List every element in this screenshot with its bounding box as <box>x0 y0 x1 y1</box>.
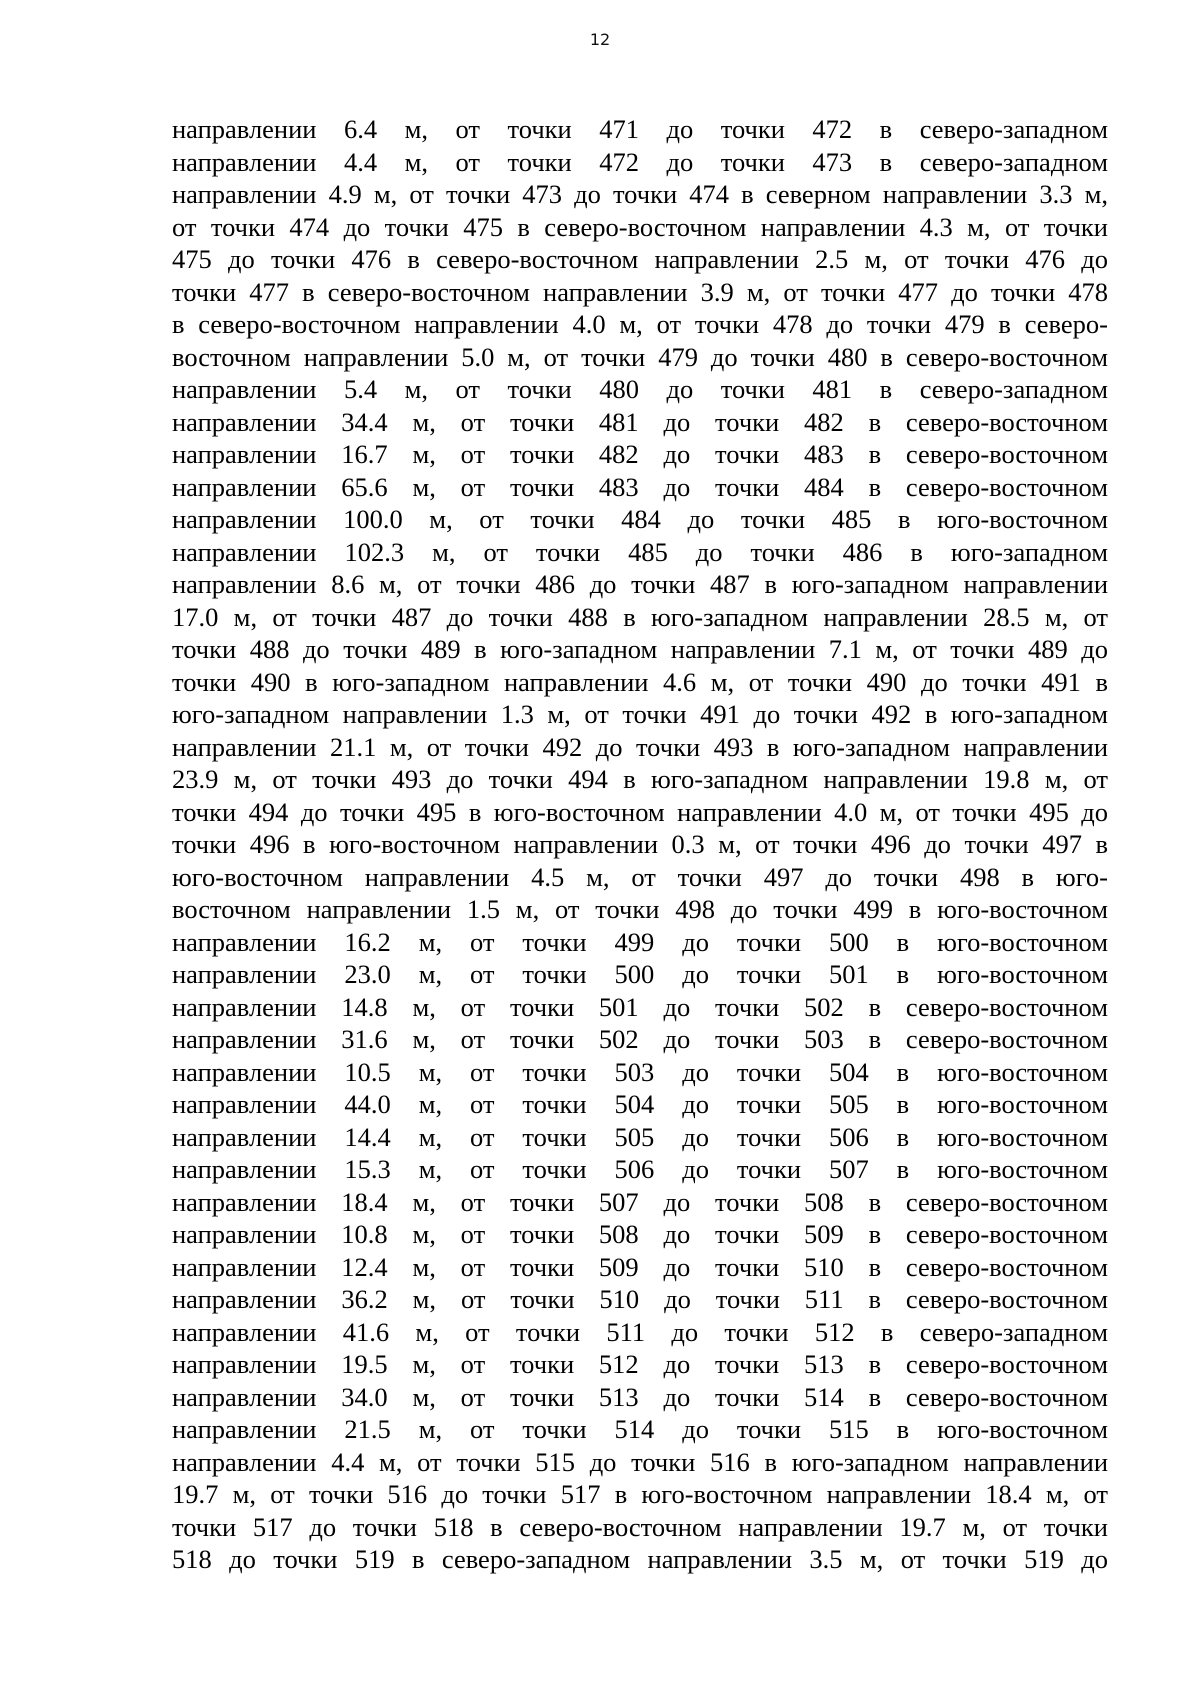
text-line: направлении 16.2 м, от точки 499 до точки 500 в юго-восточном <box>172 926 1108 957</box>
text-line: направлении 21.1 м, от точки 492 до точки 493 в юго-западном направлении <box>172 731 1108 762</box>
text-line: направлении 21.5 м, от точки 514 до точки 515 в юго-восточном <box>172 1414 1108 1444</box>
text-line: 17.0 м, от точки 487 до точки 488 в юго-западном направлении 28.5 м, от <box>172 601 1108 632</box>
text-line: 19.7 м, от точки 516 до точки 517 в юго-восточном направлении 18.4 м, от <box>172 1479 1108 1509</box>
text-line: точки 477 в северо-восточном направлении 3.9 м, от точки 477 до точки 478 <box>172 276 1108 307</box>
text-line: направлении 18.4 м, от точки 507 до точки 508 в северо-восточном <box>172 1186 1108 1217</box>
text-line: 518 до точки 519 в северо-западном направлении 3.5 м, от точки 519 до <box>172 1544 1108 1574</box>
text-line: восточном направлении 5.0 м, от точки 479 до точки 480 в северо-восточном <box>172 341 1108 372</box>
text-line: 23.9 м, от точки 493 до точки 494 в юго-западном направлении 19.8 м, от <box>172 764 1108 794</box>
text-line: направлении 23.0 м, от точки 500 до точки 501 в юго-восточном <box>172 959 1108 989</box>
text-line: точки 488 до точки 489 в юго-западном направлении 7.1 м, от точки 489 до <box>172 634 1108 664</box>
text-line: точки 490 в юго-западном направлении 4.6 м, от точки 490 до точки 491 в <box>172 666 1108 697</box>
text-line: направлении 4.9 м, от точки 473 до точки 474 в северном направлении 3.3 м, <box>172 179 1108 209</box>
text-line: 475 до точки 476 в северо-восточном направлении 2.5 м, от точки 476 до <box>172 244 1108 274</box>
text-line: направлении 4.4 м, от точки 515 до точки 516 в юго-западном направлении <box>172 1446 1108 1477</box>
text-line: точки 517 до точки 518 в северо-восточном направлении 19.7 м, от точки <box>172 1511 1108 1542</box>
text-line: направлении 36.2 м, от точки 510 до точки 511 в северо-восточном <box>172 1284 1108 1314</box>
text-line: направлении 65.6 м, от точки 483 до точки 484 в северо-восточном <box>172 471 1108 502</box>
text-line: в северо-восточном направлении 4.0 м, от точки 478 до точки 479 в северо- <box>172 309 1108 339</box>
text-line: направлении 8.6 м, от точки 486 до точки 487 в юго-западном направлении <box>172 569 1108 599</box>
text-line: направлении 10.8 м, от точки 508 до точки 509 в северо-восточном <box>172 1219 1108 1249</box>
text-line: направлении 12.4 м, от точки 509 до точки 510 в северо-восточном <box>172 1251 1108 1282</box>
text-line: направлении 6.4 м, от точки 471 до точки 472 в северо-западном <box>172 114 1108 144</box>
text-line: направлении 34.4 м, от точки 481 до точки 482 в северо-восточном <box>172 406 1108 437</box>
text-line: от точки 474 до точки 475 в северо-восточном направлении 4.3 м, от точки <box>172 211 1108 242</box>
text-line: направлении 44.0 м, от точки 504 до точки 505 в юго-восточном <box>172 1089 1108 1119</box>
text-line: юго-западном направлении 1.3 м, от точки 491 до точки 492 в юго-западном <box>172 699 1108 729</box>
text-line: точки 494 до точки 495 в юго-восточном направлении 4.0 м, от точки 495 до <box>172 796 1108 827</box>
text-line: направлении 34.0 м, от точки 513 до точки 514 в северо-восточном <box>172 1381 1108 1412</box>
body-text <box>172 113 1108 1576</box>
text-line: направлении 5.4 м, от точки 480 до точки 481 в северо-западном <box>172 374 1108 404</box>
text-line: направлении 100.0 м, от точки 484 до точки 485 в юго-восточном <box>172 504 1108 534</box>
text-line: направлении 31.6 м, от точки 502 до точки 503 в северо-восточном <box>172 1024 1108 1054</box>
text-line: направлении 41.6 м, от точки 511 до точки 512 в северо-западном <box>172 1316 1108 1347</box>
text-line: направлении 14.4 м, от точки 505 до точки 506 в юго-восточном <box>172 1121 1108 1152</box>
text-line: направлении 10.5 м, от точки 503 до точки 504 в юго-восточном <box>172 1056 1108 1087</box>
text-line: восточном направлении 1.5 м, от точки 498 до точки 499 в юго-восточном <box>172 894 1108 924</box>
text-line: направлении 15.3 м, от точки 506 до точки 507 в юго-восточном <box>172 1154 1108 1184</box>
page-number: 12 <box>589 30 611 49</box>
text-line: направлении 14.8 м, от точки 501 до точки 502 в северо-восточном <box>172 991 1108 1022</box>
text-line: направлении 16.7 м, от точки 482 до точки 483 в северо-восточном <box>172 439 1108 469</box>
text-line: юго-восточном направлении 4.5 м, от точки 497 до точки 498 в юго- <box>172 861 1108 892</box>
text-line: направлении 102.3 м, от точки 485 до точки 486 в юго-западном <box>172 536 1108 567</box>
text-line: направлении 4.4 м, от точки 472 до точки 473 в северо-западном <box>172 146 1108 177</box>
text-line: точки 496 в юго-восточном направлении 0.3 м, от точки 496 до точки 497 в <box>172 829 1108 859</box>
text-line: направлении 19.5 м, от точки 512 до точки 513 в северо-восточном <box>172 1349 1108 1379</box>
